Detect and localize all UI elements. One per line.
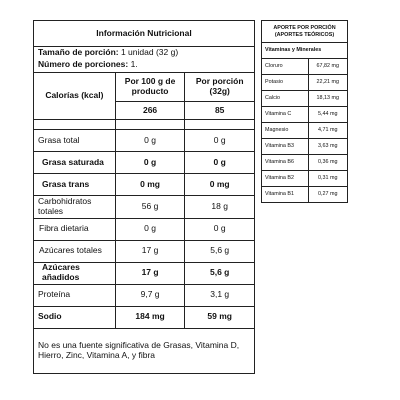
nutrient-label: Vitamina B1 [262,187,309,203]
row-value-portion: 18 g [185,196,255,218]
table-row [262,75,348,91]
row-label: Proteína [34,284,116,306]
table-row [262,187,348,203]
calories-per-portion: 85 [185,102,255,120]
table-row [34,262,255,284]
row-value-100g: 0 g [115,218,185,240]
calories-per-100g: 266 [115,102,185,120]
row-label: Grasa total [34,130,116,152]
table-row [262,59,348,75]
row-value-100g: 17 g [115,262,185,284]
row-value-100g: 184 mg [115,306,185,328]
row-label: Azúcares añadidos [34,262,116,284]
row-label: Grasa saturada [34,152,116,174]
row-value-portion: 3,1 g [185,284,255,306]
nutrient-label: Vitamina B6 [262,155,309,171]
calories-label: Calorías (kcal) [34,73,116,120]
row-value-portion: 0 g [185,152,255,174]
spacer-cell [34,120,116,130]
nutrient-value: 22,21 mg [308,75,347,91]
row-value-100g: 17 g [115,240,185,262]
table-row [34,240,255,262]
row-value-portion: 5,6 g [185,262,255,284]
row-value-100g: 56 g [115,196,185,218]
servings-per-package: Número de porciones: 1. [34,59,255,73]
nutrient-value: 0,27 mg [308,187,347,203]
row-value-portion: 0 mg [185,174,255,196]
side-subheader: Vitaminas y Minerales [262,43,348,59]
row-label: Sodio [34,306,116,328]
table-row [34,196,255,218]
row-value-portion: 5,6 g [185,240,255,262]
col-header-per-100g: Por 100 g de producto [115,73,185,102]
table-row [34,218,255,240]
col-header-per-portion: Por porción (32g) [185,73,255,102]
table-row [262,107,348,123]
table-row [262,155,348,171]
vitamins-minerals-table [261,20,348,203]
row-label: Azúcares totales [34,240,116,262]
table-row [34,306,255,328]
row-label: Grasa trans [34,174,116,196]
nutrient-value: 5,44 mg [308,107,347,123]
nutrient-value: 3,63 mg [308,139,347,155]
nutrient-label: Magnesio [262,123,309,139]
table-row [262,123,348,139]
nutrient-label: Cloruro [262,59,309,75]
side-header: APORTE POR PORCIÓN (APORTES TEÓRICOS) [262,21,348,43]
row-value-100g: 9,7 g [115,284,185,306]
row-value-portion: 0 g [185,218,255,240]
nutrient-label: Vitamina B3 [262,139,309,155]
nutrient-value: 18,13 mg [308,91,347,107]
row-value-100g: 0 g [115,130,185,152]
row-value-portion: 0 g [185,130,255,152]
table-row [34,152,255,174]
table-row [34,130,255,152]
table-row [262,91,348,107]
footnote: No es una fuente significativa de Grasas, Vitamina D, Hierro, Zinc, Vitamina A, y fibra [34,328,255,373]
nutrient-value: 4,71 mg [308,123,347,139]
table-row [262,139,348,155]
row-value-100g: 0 mg [115,174,185,196]
nutrition-facts-table [33,20,255,374]
nutrient-value: 67,82 mg [308,59,347,75]
nutrition-title: Información Nutricional [34,21,255,47]
table-row [34,284,255,306]
nutrient-label: Vitamina B2 [262,171,309,187]
spacer-cell [115,120,185,130]
row-label: Carbohidratos totales [34,196,116,218]
table-row [262,171,348,187]
nutrient-label: Vitamina C [262,107,309,123]
row-value-100g: 0 g [115,152,185,174]
nutrient-value: 0,31 mg [308,171,347,187]
nutrient-value: 0,36 mg [308,155,347,171]
table-row [34,174,255,196]
row-value-portion: 59 mg [185,306,255,328]
spacer-cell [185,120,255,130]
serving-size: Tamaño de porción: 1 unidad (32 g) [34,47,255,59]
nutrient-label: Potasio [262,75,309,91]
row-label: Fibra dietaria [34,218,116,240]
nutrient-label: Calcio [262,91,309,107]
